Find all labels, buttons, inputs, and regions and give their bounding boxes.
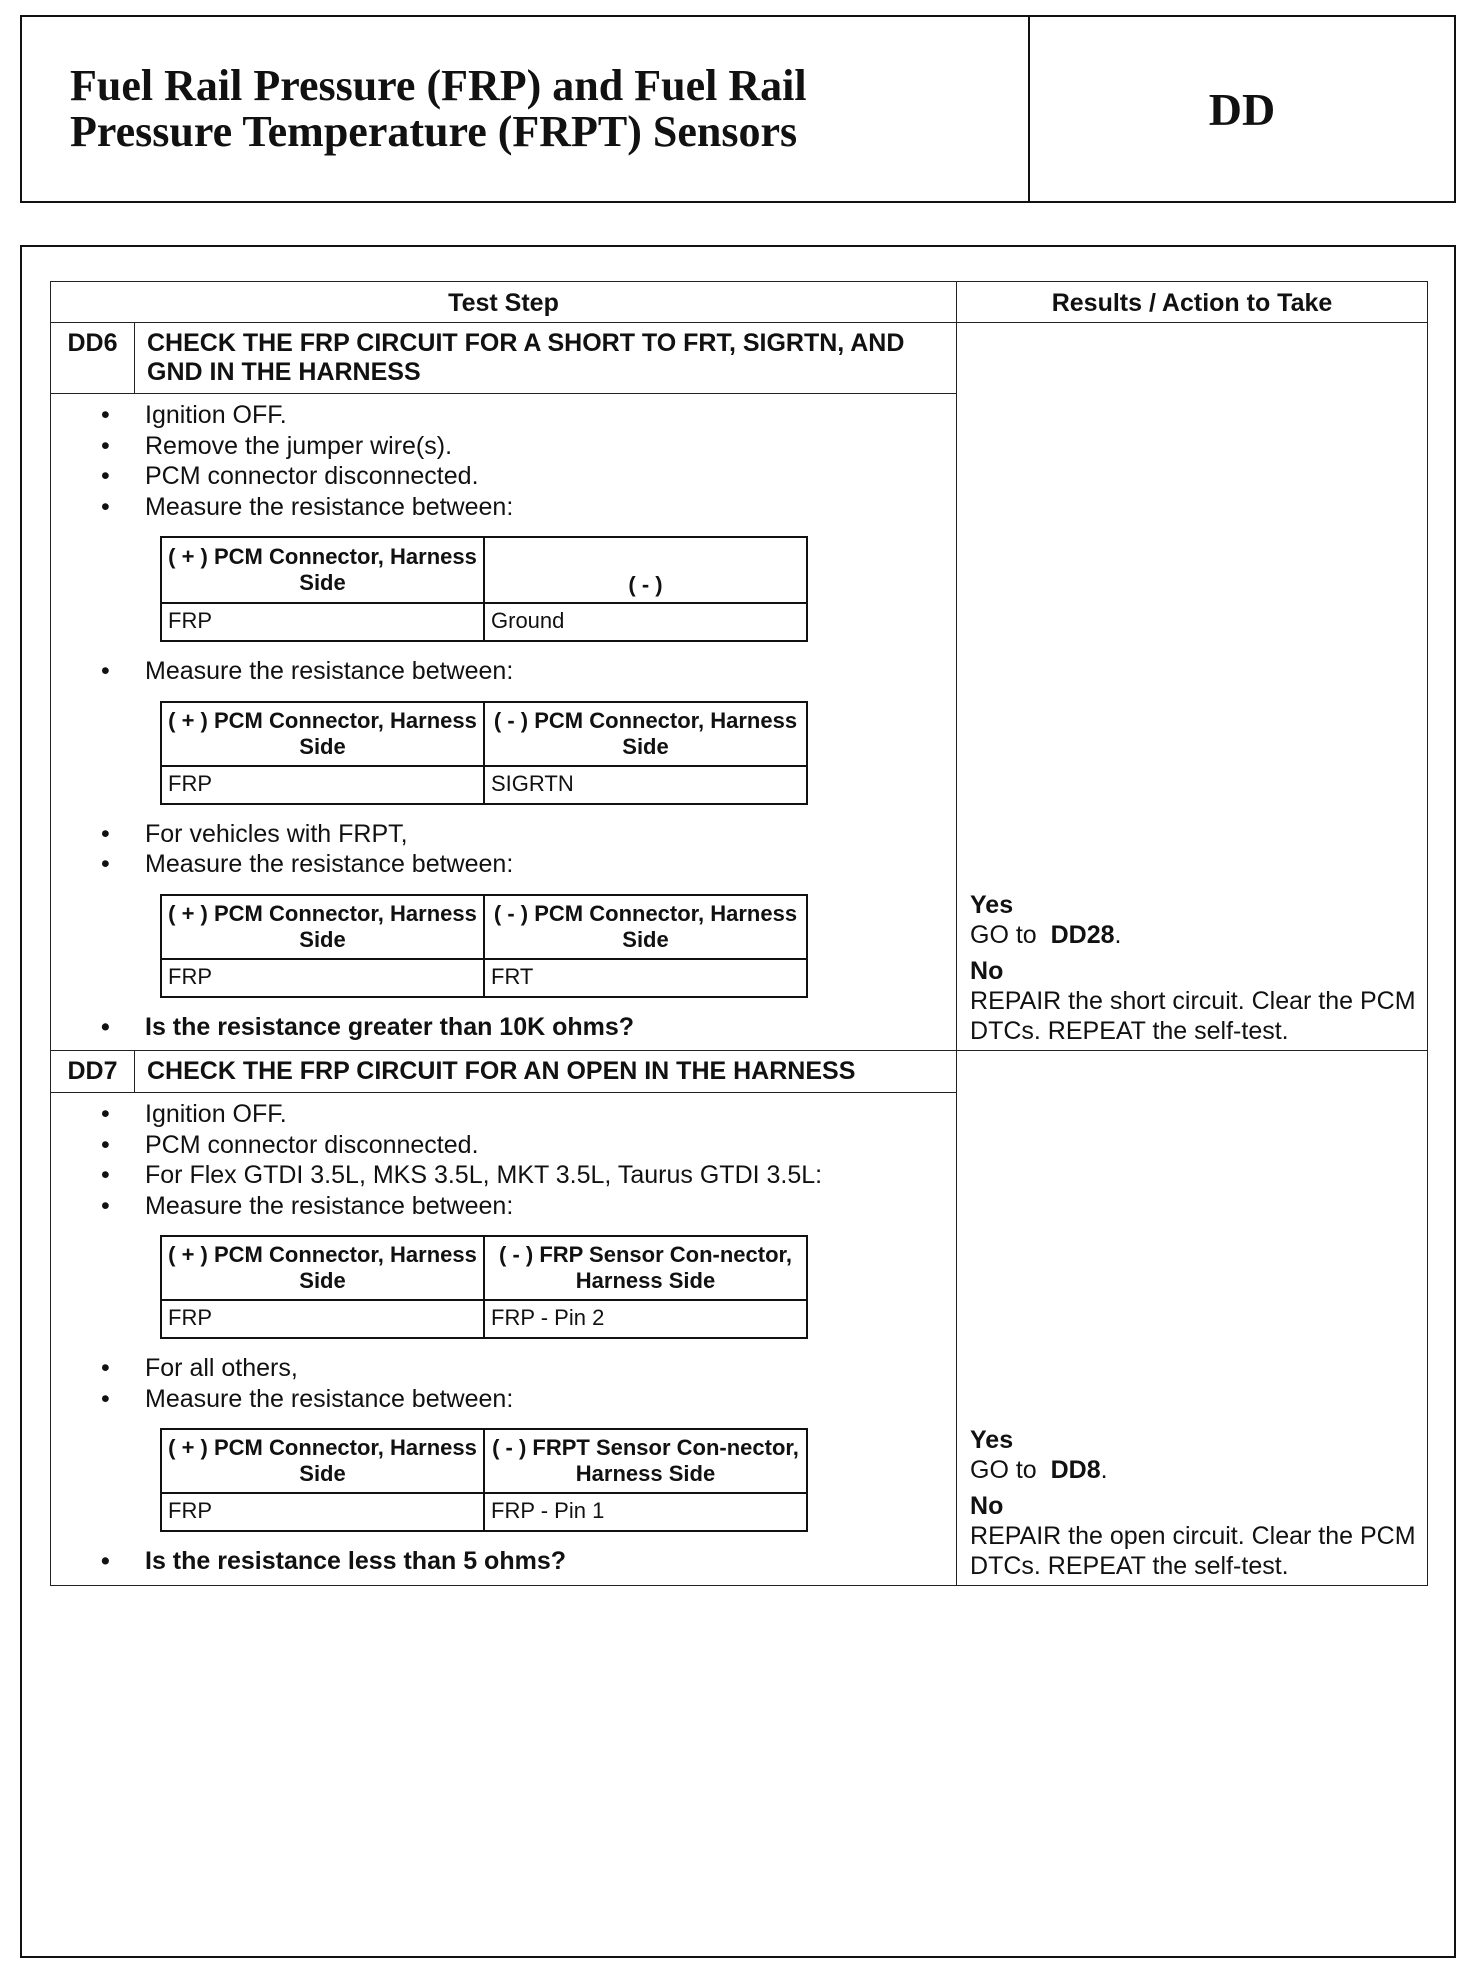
measurement-table (160, 536, 808, 642)
step-question: • Is the resistance greater than 10K ohms? (145, 1012, 956, 1043)
measurement-value-positive: FRP (161, 959, 484, 997)
no-action: REPAIR the short circuit. Clear the PCM DTCs. REPEAT the self-test. (970, 987, 1416, 1045)
title-line-2: Pressure Temperature (FRPT) Sensors (70, 107, 798, 156)
instruction-list (51, 656, 956, 687)
instruction-list (51, 1099, 956, 1221)
yes-label: Yes (970, 891, 1014, 919)
measurement-header-negative: ( - ) PCM Connector, Harness Side (484, 702, 807, 766)
measurement-value-negative: Ground (484, 603, 807, 641)
test-step-table (50, 281, 1428, 1586)
instruction-item: • Measure the resistance between: (145, 849, 956, 880)
column-header-results: Results / Action to Take (957, 282, 1428, 323)
step-id: DD6 (51, 323, 135, 394)
measurement-value-positive: FRP (161, 766, 484, 804)
measurement-value-positive: FRP (161, 603, 484, 641)
instruction-item: • PCM connector disconnected. (145, 1130, 956, 1161)
measurement-table (160, 701, 808, 805)
page-title (22, 17, 1030, 201)
step-dd6-results (957, 323, 1428, 1051)
yes-label: Yes (970, 1425, 1014, 1454)
measurement-header-negative: ( - ) FRP Sensor Con-nector, Harness Side (484, 1236, 807, 1300)
section-code: DD (1208, 83, 1276, 135)
measurement-table (160, 894, 808, 998)
header-row (51, 282, 1428, 323)
measurement-value-negative: SIGRTN (484, 766, 807, 804)
yes-action: GO to DD28. (970, 921, 1122, 949)
step-dd7-body (51, 1093, 957, 1586)
page-header (20, 15, 1456, 203)
measurement-table (160, 1428, 808, 1532)
step-dd7-title-row (51, 1051, 1428, 1093)
instruction-item: • PCM connector disconnected. (145, 461, 956, 492)
column-header-test-step: Test Step (51, 282, 957, 323)
step-dd6-body (51, 394, 957, 1051)
instruction-item: • Measure the resistance between: (145, 492, 956, 523)
question-list (51, 1012, 956, 1043)
measurement-header-positive: ( + ) PCM Connector, Harness Side (161, 702, 484, 766)
measurement-value-negative: FRT (484, 959, 807, 997)
measurement-header-positive: ( + ) PCM Connector, Harness Side (161, 1429, 484, 1493)
measurement-value-positive: FRP (161, 1493, 484, 1531)
instruction-item: • Ignition OFF. (145, 400, 956, 431)
measurement-value-negative: FRP - Pin 2 (484, 1300, 807, 1338)
measurement-header-negative: ( - ) FRPT Sensor Con-nector, Harness Side (484, 1429, 807, 1493)
measurement-value-positive: FRP (161, 1300, 484, 1338)
instruction-list (51, 1353, 956, 1414)
step-title: CHECK THE FRP CIRCUIT FOR AN OPEN IN THE HARNESS (135, 1051, 957, 1093)
measurement-table (160, 1235, 808, 1339)
step-dd6-title-row (51, 323, 1428, 394)
instruction-item: • For Flex GTDI 3.5L, MKS 3.5L, MKT 3.5L, Taurus GTDI 3.5L: (145, 1160, 956, 1191)
instruction-item: • Ignition OFF. (145, 1099, 956, 1130)
measurement-header-positive: ( + ) PCM Connector, Harness Side (161, 1236, 484, 1300)
no-label: No (970, 1491, 1004, 1520)
instruction-item: • Measure the resistance between: (145, 1191, 956, 1222)
instruction-list (51, 819, 956, 880)
step-dd7-results (957, 1051, 1428, 1586)
instruction-item: • Remove the jumper wire(s). (145, 431, 956, 462)
instruction-item: • For all others, (145, 1353, 956, 1384)
instruction-item: • Measure the resistance between: (145, 1384, 956, 1415)
no-label: No (970, 957, 1004, 985)
no-action: REPAIR the open circuit. Clear the PCM DTCs. REPEAT the self-test. (970, 1521, 1416, 1580)
yes-target-link: DD8 (1050, 1455, 1101, 1484)
measurement-header-positive: ( + ) PCM Connector, Harness Side (161, 895, 484, 959)
yes-target-link: DD28 (1050, 921, 1115, 949)
instruction-list (51, 400, 956, 522)
title-line-1: Fuel Rail Pressure (FRP) and Fuel Rail (70, 61, 807, 110)
instruction-item: • Measure the resistance between: (145, 656, 956, 687)
measurement-header-positive: ( + ) PCM Connector, Harness Side (161, 537, 484, 603)
instruction-item: • For vehicles with FRPT, (145, 819, 956, 850)
measurement-header-negative: ( - ) PCM Connector, Harness Side (484, 895, 807, 959)
yes-action: GO to DD8. (970, 1455, 1108, 1484)
question-list (51, 1546, 956, 1577)
step-question: • Is the resistance less than 5 ohms? (145, 1546, 956, 1577)
step-id: DD7 (51, 1051, 135, 1093)
step-title: CHECK THE FRP CIRCUIT FOR A SHORT TO FRT, SIGRTN, AND GND IN THE HARNESS (135, 323, 957, 394)
measurement-value-negative: FRP - Pin 1 (484, 1493, 807, 1531)
measurement-header-negative: ( - ) (484, 537, 807, 603)
